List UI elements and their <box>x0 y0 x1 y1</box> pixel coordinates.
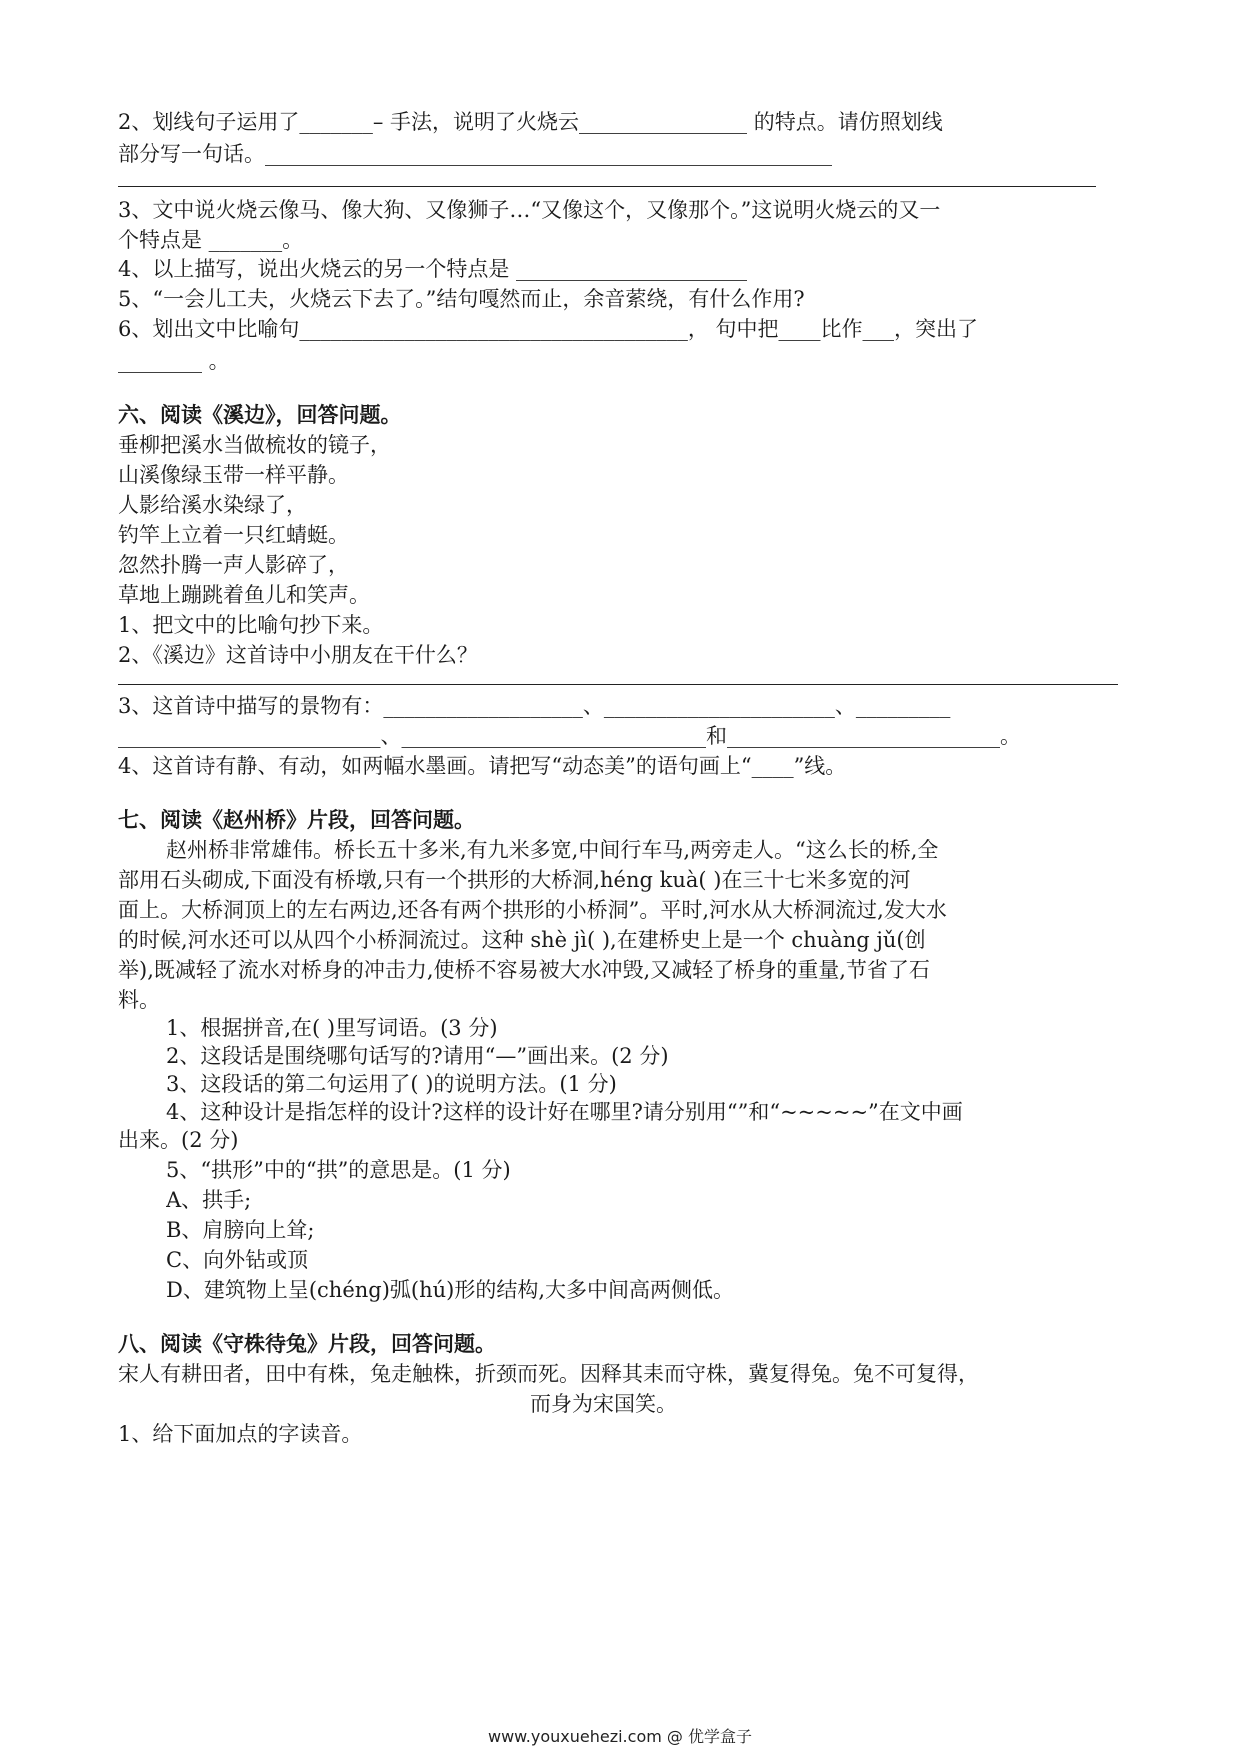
s8-text-line1: 宋人有耕田者，田中有株，兔走触株，折颈而死。因释其耒而守株，冀复得兔。兔不可复得， <box>118 1362 979 1386</box>
s7-para-line: 料。 <box>118 988 160 1012</box>
s6-poem-line: 钓竿上立着一只红蜻蜓。 <box>118 523 349 547</box>
s8-q1: 1、给下面加点的字读音。 <box>118 1422 363 1446</box>
s6-q2: 2、《溪边》这首诗中小朋友在干什么？ <box>118 643 478 667</box>
s6-q3-line1: 3、这首诗中描写的景物有：___________________、______________________、_________ <box>118 694 951 718</box>
s6-poem-line: 忽然扑腾一声人影碎了， <box>118 553 349 577</box>
s6-poem-line: 山溪像绿玉带一样平静。 <box>118 463 349 487</box>
s5-q2-line2: 部分写一句话。______________________________________________________ <box>118 142 832 166</box>
s7-option: D、建筑物上呈(chéng)弧(hú)形的结构,大多中间高两侧低。 <box>166 1278 735 1302</box>
s5-q4: 4、以上描写，说出火烧云的另一个特点是 ______________________ <box>118 257 748 281</box>
s5-q5: 5、“一会儿工夫，火烧云下去了。”结句嘎然而止，余音萦绕，有什么作用? <box>118 287 805 311</box>
s5-q6-line2: ________ 。 <box>118 349 230 373</box>
s5-q3-line2: 个特点是 _______。 <box>118 228 304 252</box>
s6-poem-line: 草地上蹦跳着鱼儿和笑声。 <box>118 583 370 607</box>
s5-q6-line1: 6、划出文中比喻句_____________________________________， 句中把____比作___，突出了 <box>118 317 979 341</box>
s7-q2: 2、这段话是围绕哪句话写的?请用“—”画出来。(2 分) <box>166 1044 669 1068</box>
s6-q1: 1、把文中的比喻句抄下来。 <box>118 613 384 637</box>
s8-heading: 八、阅读《守株待兔》片段，回答问题。 <box>118 1331 496 1356</box>
s7-para-line: 举),既减轻了流水对桥身的冲击力,使桥不容易被大水冲毁,又减轻了桥身的重量,节省了石 <box>118 958 930 982</box>
s7-para-line: 部用石头砌成,下面没有桥墩,只有一个拱形的大桥洞,héng kuà( )在三十七米多宽的河 <box>118 868 911 892</box>
answer-line <box>118 684 1118 685</box>
s7-q1: 1、根据拼音,在( )里写词语。(3 分) <box>166 1016 498 1040</box>
answer-line <box>118 186 1096 187</box>
s8-text-line2: 而身为宋国笑。 <box>530 1392 677 1416</box>
s7-q5: 5、“拱形”中的“拱”的意思是。(1 分) <box>166 1158 511 1182</box>
footer-watermark: www.youxuehezi.com @ 优学盒子 <box>488 1727 752 1746</box>
s7-q4-line2: 出来。(2 分) <box>118 1128 239 1152</box>
s6-q3-line2: _________________________、_____________________________和__________________________。 <box>118 724 1021 748</box>
s7-q4-line1: 4、这种设计是指怎样的设计?这样的设计好在哪里?请分别用“”和“~~~~~”在文中画 <box>166 1100 963 1124</box>
s5-q3-line1: 3、文中说火烧云像马、像大狗、又像狮子…“又像这个，又像那个。”这说明火烧云的又一 <box>118 198 941 222</box>
s6-heading: 六、阅读《溪边》，回答问题。 <box>118 402 402 427</box>
s6-poem-line: 人影给溪水染绿了， <box>118 493 307 517</box>
s7-para-line: 的时候,河水还可以从四个小桥洞流过。这种 shè jì( ),在建桥史上是一个 chuàng jǔ(创 <box>118 928 926 952</box>
s7-option: C、向外钻或顶 <box>166 1248 309 1272</box>
s7-q3: 3、这段话的第二句运用了( )的说明方法。(1 分) <box>166 1072 617 1096</box>
s7-option: B、肩膀向上耸; <box>166 1218 315 1242</box>
s7-para-line: 面上。大桥洞顶上的左右两边,还各有两个拱形的小桥洞”。平时,河水从大桥洞流过,发大水 <box>118 898 947 922</box>
s7-heading: 七、阅读《赵州桥》片段，回答问题。 <box>118 807 475 832</box>
s6-q4: 4、这首诗有静、有动，如两幅水墨画。请把写“动态美”的语句画上“____”线。 <box>118 754 847 778</box>
s7-option: A、拱手; <box>166 1188 252 1212</box>
s5-q2-line1: 2、划线句子运用了_______– 手法，说明了火烧云________________ 的特点。请仿照划线 <box>118 110 943 134</box>
s7-para-line: 赵州桥非常雄伟。桥长五十多米,有九米多宽,中间行车马,两旁走人。“这么长的桥,全 <box>166 838 939 862</box>
s6-poem-line: 垂柳把溪水当做梳妆的镜子， <box>118 433 391 457</box>
